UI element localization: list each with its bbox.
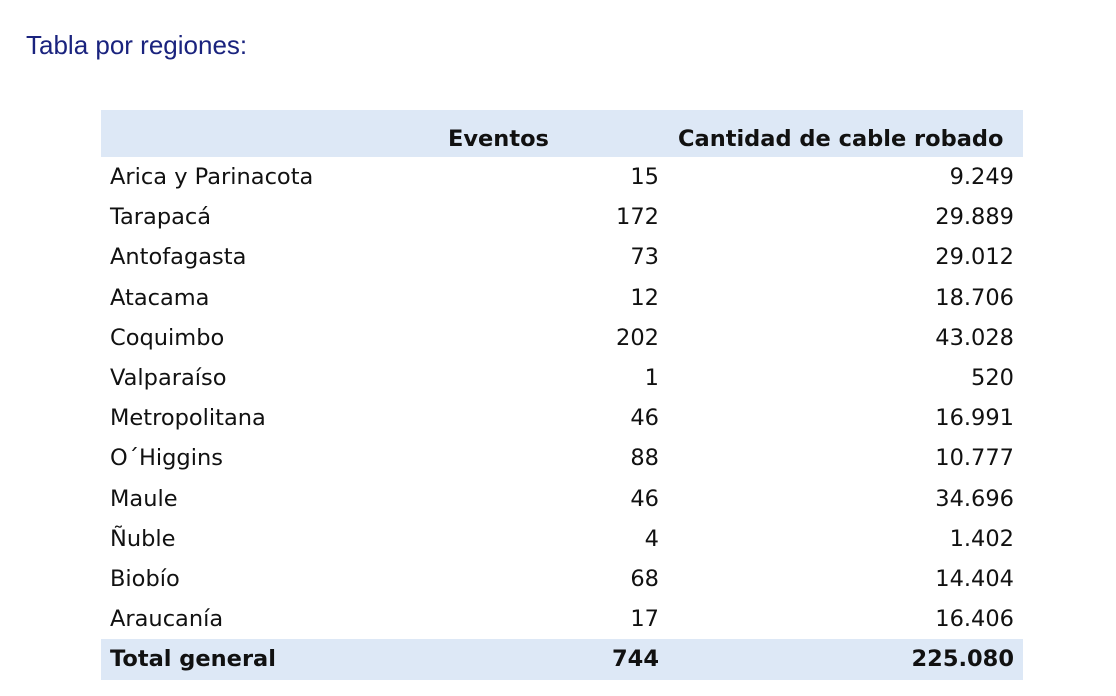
eventos-value: 202 xyxy=(616,324,659,351)
table-row xyxy=(101,157,1023,197)
eventos-value: 88 xyxy=(630,445,659,472)
region-name: Valparaíso xyxy=(110,364,227,391)
header-region xyxy=(101,110,443,157)
cable-value: 43.028 xyxy=(935,324,1014,351)
page-title: Tabla por regiones: xyxy=(26,30,248,60)
region-name: Maule xyxy=(110,485,178,512)
region-name: Biobío xyxy=(110,565,180,592)
total-eventos: 744 xyxy=(612,646,659,673)
eventos-value: 46 xyxy=(630,405,659,432)
eventos-value: 4 xyxy=(644,525,659,552)
header-eventos: Eventos xyxy=(448,125,549,152)
region-name: Metropolitana xyxy=(110,405,266,432)
region-name: Coquimbo xyxy=(110,324,225,351)
table-row xyxy=(101,358,1023,398)
regions-table xyxy=(101,110,1023,680)
eventos-value: 68 xyxy=(630,565,659,592)
table-header-row xyxy=(101,110,1023,157)
table-row xyxy=(101,479,1023,519)
table-row xyxy=(101,439,1023,479)
cable-value: 520 xyxy=(971,364,1014,391)
eventos-value: 17 xyxy=(630,606,659,633)
region-name: Ñuble xyxy=(110,525,176,552)
cable-value: 18.706 xyxy=(935,284,1014,311)
cable-value: 16.406 xyxy=(935,606,1014,633)
eventos-value: 1 xyxy=(644,364,659,391)
cable-value: 14.404 xyxy=(935,565,1014,592)
total-cable: 225.080 xyxy=(911,646,1014,673)
eventos-value: 15 xyxy=(630,164,659,191)
region-name: Araucanía xyxy=(110,606,224,633)
table-row xyxy=(101,398,1023,438)
table-row xyxy=(101,318,1023,358)
cable-value: 10.777 xyxy=(935,445,1014,472)
eventos-value: 73 xyxy=(630,244,659,271)
region-name: O´Higgins xyxy=(110,445,223,472)
table-row xyxy=(101,278,1023,318)
eventos-value: 172 xyxy=(616,204,659,231)
table-row xyxy=(101,559,1023,599)
eventos-value: 46 xyxy=(630,485,659,512)
table-row xyxy=(101,238,1023,278)
region-name: Tarapacá xyxy=(110,204,212,231)
table-row xyxy=(101,519,1023,559)
eventos-value: 12 xyxy=(630,284,659,311)
region-name: Arica y Parinacota xyxy=(110,164,314,191)
cable-value: 16.991 xyxy=(935,405,1014,432)
region-name: Atacama xyxy=(110,284,210,311)
cable-value: 29.012 xyxy=(935,244,1014,271)
cable-value: 34.696 xyxy=(935,485,1014,512)
cable-value: 9.249 xyxy=(949,164,1014,191)
cable-value: 29.889 xyxy=(935,204,1014,231)
total-row xyxy=(101,639,1023,679)
region-name: Antofagasta xyxy=(110,244,247,271)
header-cable: Cantidad de cable robado xyxy=(678,125,1004,152)
table-row xyxy=(101,197,1023,237)
table-row xyxy=(101,599,1023,639)
total-label: Total general xyxy=(110,646,276,673)
cable-value: 1.402 xyxy=(949,525,1014,552)
